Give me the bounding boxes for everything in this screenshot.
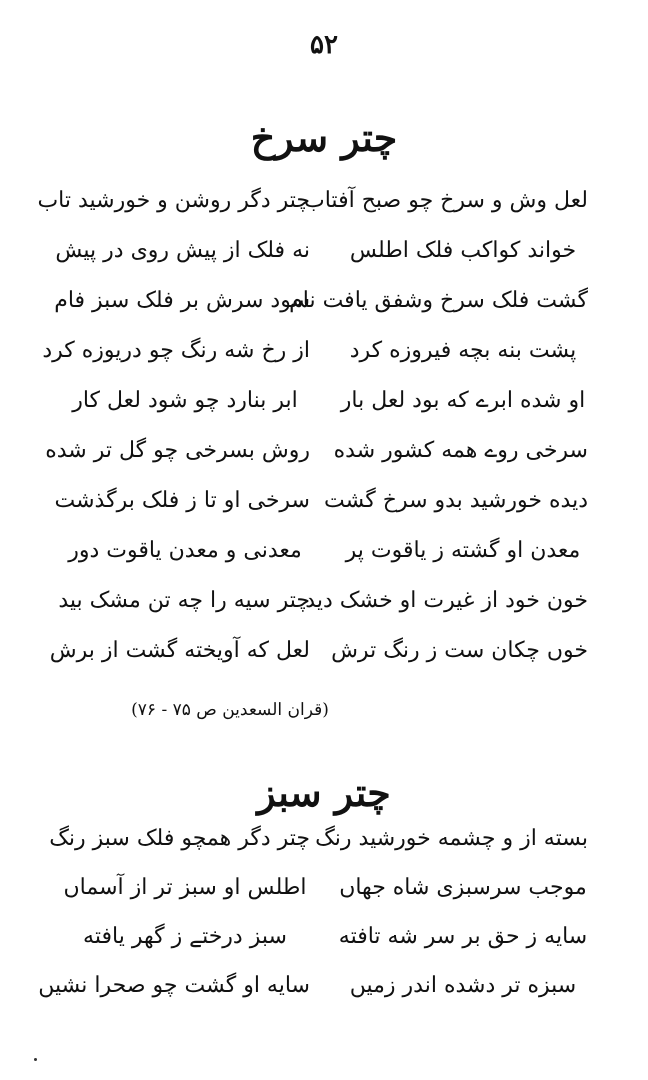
verse-line-left: سبزه تر دشده اندر زمیں — [349, 973, 577, 998]
verse-line-left: لعل وش و سرخ چو صبح آفتاب — [304, 188, 588, 213]
verse-line-right: از رخ شه رنگ چو دریوزه کرد — [42, 338, 310, 363]
verses-red-canopy — [37, 188, 588, 688]
couplet — [38, 973, 588, 1022]
couplet — [37, 188, 588, 238]
couplet — [54, 288, 588, 338]
verse-line-right: سبز درختے ز گهر یافته — [83, 924, 287, 949]
couplet — [45, 438, 588, 488]
page-number: ۵۲ — [310, 30, 338, 60]
verse-line-right: ابر بنارد چو شود لعل کار — [72, 388, 298, 413]
verse-line-right: سایه او گشت چو صحرا نشیں — [38, 973, 310, 998]
verse-line-left: بسته از و چشمه خورشید رنگ — [315, 826, 588, 851]
couplet — [60, 588, 588, 638]
verse-line-left: دیده خورشید بدو سرخ گشت — [324, 488, 588, 513]
couplet — [60, 924, 588, 973]
verse-line-left: خواند کواکب فلک اطلس — [349, 238, 577, 263]
verse-line-left: سایه ز حق بر سر شه تافته — [338, 924, 588, 949]
ink-speck — [34, 1058, 37, 1061]
couplet — [42, 338, 588, 388]
verse-line-left: خون خود از غیرت او خشک دید — [305, 588, 588, 613]
couplet — [49, 638, 588, 688]
section-title-red-canopy: چتر سرخ — [250, 115, 398, 160]
couplet — [55, 238, 588, 288]
verse-line-right: سرخی او تا ز فلک برگذشت — [54, 488, 310, 513]
verse-line-right: اطلس او سبز تر از آسماں — [63, 875, 307, 900]
verse-line-left: او شده ابرے که بود لعل بار — [340, 388, 586, 413]
verse-line-left: پشت بنه بچه فیروزه کرد — [349, 338, 577, 363]
couplet — [60, 875, 588, 924]
source-citation: (قران السعدین ص ۷۵ - ۷۶) — [131, 700, 329, 720]
verse-line-left: سرخی روے همه کشور شده — [333, 438, 588, 463]
verse-line-left: موجب سرسبزی شاه جهاں — [339, 875, 587, 900]
verse-line-right: روش بسرخی چو گل تر شده — [45, 438, 310, 463]
verse-line-left: گشت فلک سرخ وشفق یافت نام — [289, 288, 588, 313]
verse-line-right: چتر سیه را چه تن مشک بید — [58, 588, 310, 613]
verse-line-left: معدن او گشته ز یاقوت پر — [345, 538, 581, 563]
verses-green-canopy — [38, 826, 588, 1022]
section-title-green-canopy: چتر سبز — [257, 770, 391, 815]
couplet — [60, 388, 588, 438]
verse-line-right: چتر دگر همچو فلک سبز رنگ — [49, 826, 310, 851]
verse-line-right: چتر دگر روشن و خورشید تاب — [37, 188, 310, 213]
verse-line-left: خوں چکان ست ز رنگ ترش — [331, 638, 588, 663]
verse-line-right: نه فلک از پیش روی در پیش — [55, 238, 310, 263]
verse-line-right: سود سرش بر فلک سبز فام — [54, 288, 310, 313]
couplet — [54, 488, 588, 538]
couplet — [49, 826, 588, 875]
couplet — [60, 538, 588, 588]
verse-line-right: لعل که آویخته گشت از برش — [49, 638, 310, 663]
verse-line-right: معدنی و معدن یاقوت دور — [68, 538, 302, 563]
